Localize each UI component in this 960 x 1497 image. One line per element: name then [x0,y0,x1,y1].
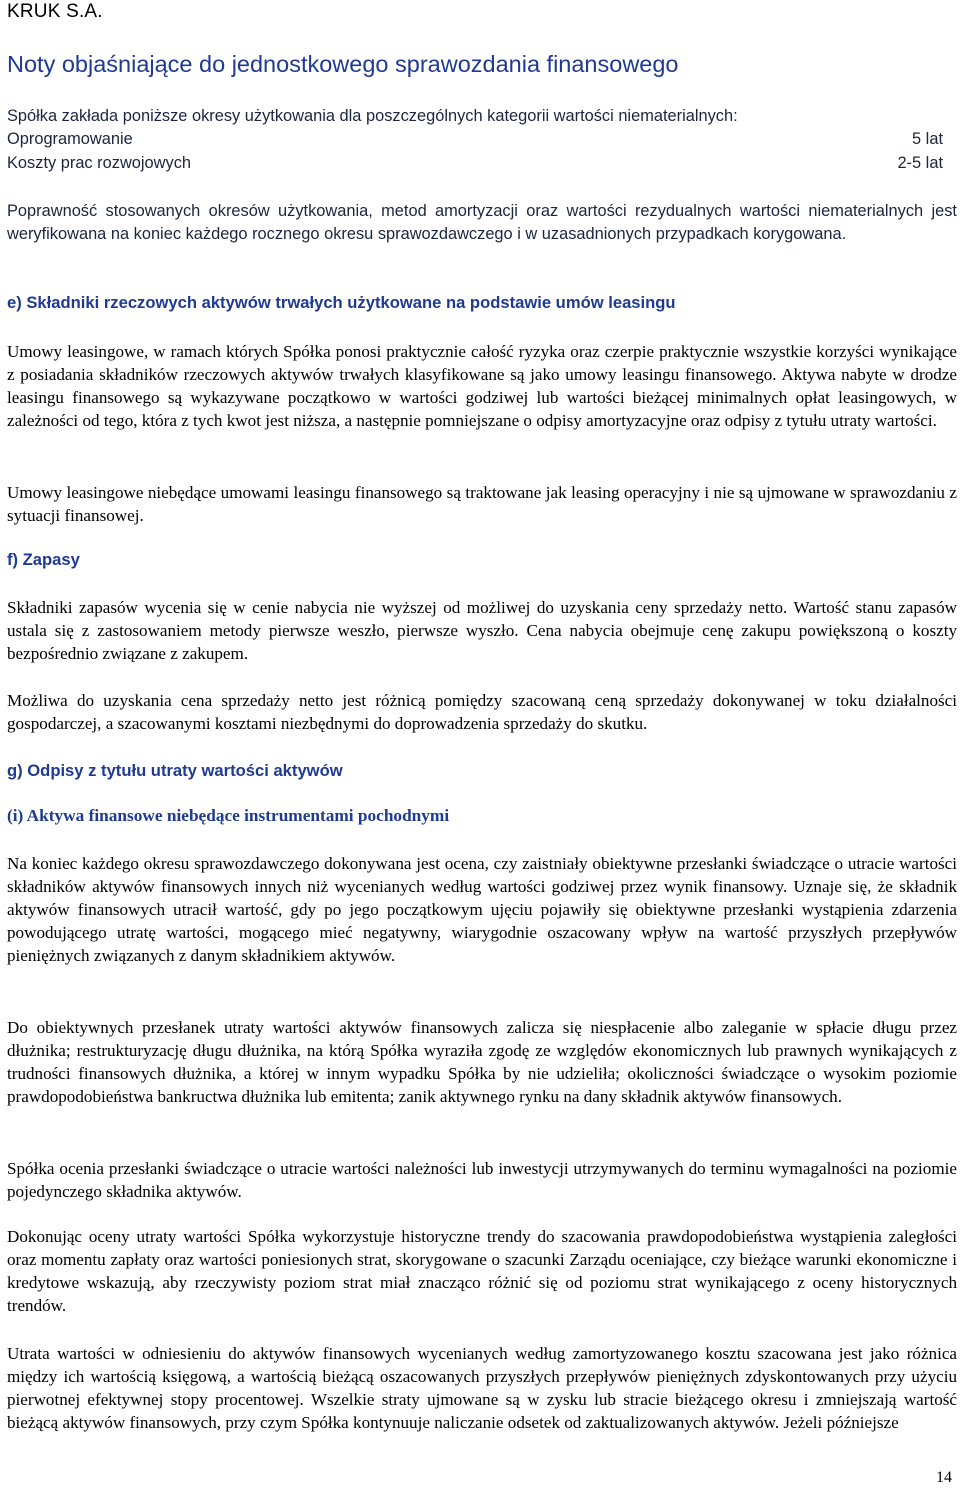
section-f-paragraph-1 [7,596,957,665]
verification-paragraph [7,200,957,247]
section-e-heading: e) Składniki rzeczowych aktywów trwałych użytkowane na podstawie umów leasingu [7,293,676,312]
section-f-heading: f) Zapasy [7,550,80,569]
document-title: Noty objaśniające do jednostkowego sprawozdania finansowego [7,51,679,77]
section-e-paragraph-2 [7,481,957,527]
paragraph-text: Dokonując oceny utraty wartości Spółka wykorzystuje historyczne trendy do szacowania prawdopodobieństwa wystąpienia zaległości oraz momentu zapłaty oraz wartości poniesionych strat, skorygowane o szacunki Zarządu oceniające, czy bieżące warunki ekonomiczne i kredytowe wskazują, aby rzeczywisty poziom strat miał znacząco różnić się od poziomu strat wynikającego z oceny historycznych trendów. [7,1227,957,1316]
paragraph-text: Umowy leasingowe, w ramach których Spółka ponosi praktycznie całość ryzyka oraz czerpie praktycznie wszystkie korzyści wynikające z posiadania składników rzeczowych aktywów trwałych klasyfikowane są jako umowy leasingu finansowego. Aktywa nabyte w drodze leasingu finansowego są wykazywane początkowo w wartości godziwej lub wartości bieżącej minimalnych opłat leasingowych, w zależności od tego, która z tych kwot jest niższa, a następnie pomniejszane o odpisy amortyzacyjne oraz odpisy z tytułu utraty wartości. [7,342,957,431]
paragraph-text: Umowy leasingowe niebędące umowami leasingu finansowego są traktowane jak leasing operacyjny i nie są ujmowane w sprawozdaniu z sytuacji finansowej. [7,483,957,526]
useful-life-row-development [7,152,943,175]
useful-life-section [7,105,957,175]
section-g-heading: g) Odpisy z tytułu utraty wartości aktywów [7,761,343,780]
paragraph-text: Możliwa do uzyskania cena sprzedaży netto jest różnicą pomiędzy szacowaną ceną sprzedaży dokonywanej w toku działalności gospodarczej, a szacowanymi kosztami niezbędnymi do doprowadzenia sprzedaży do skutku. [7,691,957,734]
useful-life-intro: Spółka zakłada poniższe okresy użytkowania dla poszczególnych kategorii wartości niematerialnych: [7,107,738,125]
useful-life-label: Oprogramowanie [7,130,133,149]
paragraph-text: Na koniec każdego okresu sprawozdawczego dokonywana jest ocena, czy zaistniały obiektywne przesłanki świadczące o utracie wartości składników aktywów finansowych innych niż wycenianych według wartości godziwej przez wynik finansowy. Uznaje się, że składnik aktywów finansowych utracił wartość, gdy po jego początkowym ujęciu pojawiły się obiektywne przesłanki wystąpienia zdarzenia powodującego utratę wartości, mogącego mieć negatywny, wiarygodnie oszacowany wpływ na wartość przyszłych przepływów pieniężnych związanych z danym składnikiem aktywów. [7,854,957,966]
section-f-paragraph-2 [7,689,957,735]
page-number: 14 [936,1469,952,1486]
paragraph-text: Składniki zapasów wycenia się w cenie nabycia nie wyższej od możliwej do uzyskania ceny sprzedaży netto. Wartość stanu zapasów ustala się z zastosowaniem metody pierwsze weszło, pierwsze wyszło. Cena nabycia obejmuje cenę zakupu powiększoną o koszty bezpośrednio związane z zakupem. [7,598,957,664]
paragraph-text: Spółka ocenia przesłanki świadczące o utracie wartości należności lub inwestycji utrzymywanych do terminu wymagalności na poziomie pojedynczego składnika aktywów. [7,1159,957,1202]
paragraph-text: Utrata wartości w odniesieniu do aktywów finansowych wycenianych według zamortyzowanego kosztu szacowana jest jako różnica między ich wartością księgową, a wartością bieżącą oszacowanych przyszłych przepływów pieniężnych zdyskontowanych przy użyciu pierwotnej efektywnej stopy procentowej. Wszelkie straty ujmowane są w zysku lub stracie bieżącego okresu i zmniejszają wartość bieżącą aktywów finansowych, przy czym Spółka kontynuuje naliczanie odsetek od zaktualizowanych aktywów. Jeżeli późniejsze [7,1344,957,1433]
useful-life-row-software [7,128,943,151]
section-g-paragraph-1 [7,852,957,967]
verification-text: Poprawność stosowanych okresów użytkowania, metod amortyzacji oraz wartości rezydualnych wartości niematerialnych jest weryfikowana na koniec każdego rocznego okresu sprawozdawczego i w uzasadnionych przypadkach korygowana. [7,202,957,244]
section-g-paragraph-5 [7,1342,957,1434]
section-g-subheading: (i) Aktywa finansowe niebędące instrumentami pochodnymi [7,806,450,825]
section-e-paragraph-1 [7,340,957,432]
section-g-paragraph-3 [7,1157,957,1203]
useful-life-label: Koszty prac rozwojowych [7,153,192,172]
section-g-paragraph-2 [7,1016,957,1108]
useful-life-value: 5 lat [912,130,943,149]
useful-life-value: 2-5 lat [897,153,943,172]
paragraph-text: Do obiektywnych przesłanek utraty wartości aktywów finansowych zalicza się niespłacenie albo zaleganie w spłacie długu przez dłużnika; restrukturyzację długu dłużnika, na którą Spółka wyraziła zgodę ze względów ekonomicznych lub prawnych wynikających z trudności finansowych dłużnika, a której w innym wypadku Spółka by nie udzieliła; okoliczności świadczące o wysokim poziomie prawdopodobieństwa bankructwa dłużnika lub emitenta; zanik aktywnego rynku na dany składnik aktywów finansowych. [7,1018,957,1107]
section-g-paragraph-4 [7,1225,957,1317]
company-name: KRUK S.A. [7,1,103,22]
